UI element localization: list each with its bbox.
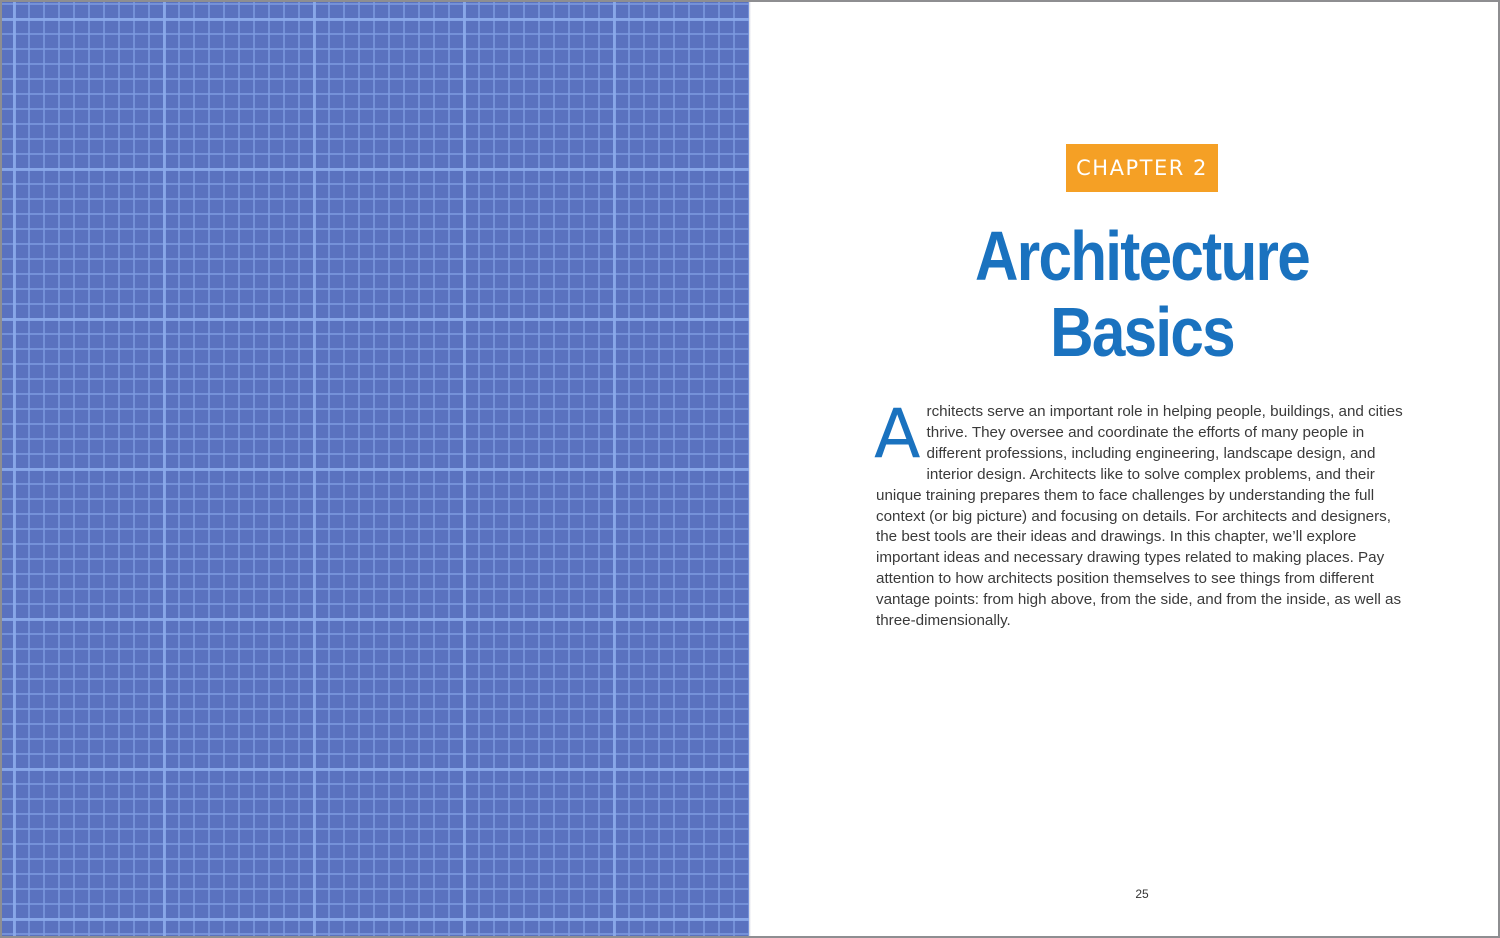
- right-page: [751, 2, 1498, 936]
- page-number: 25: [1135, 887, 1149, 901]
- drop-cap: A: [874, 395, 921, 474]
- intro-paragraph: [874, 395, 1412, 632]
- intro-paragraph-text: rchitects serve an important role in helping people, buildings, and cities thrive. They oversee and coordinate the efforts of many people in different professions, including engineering, landscape design, and interior design. Architects like to solve complex problems, and their unique training prepares them to face challenges by understanding the full context (or big picture) and focusing on details. For architects and designers, the best tools are their ideas and drawings. In this chapter, we’ll explore important ideas and necessary drawing types related to making places. Pay attention to how architects position themselves to see things from different vantage points: from high above, from the side, and from the inside, as well as three-dimensionally.: [876, 403, 1403, 630]
- chapter-badge: CHAPTER 2: [1066, 144, 1218, 192]
- chapter-title: [892, 218, 1393, 370]
- chapter-title-line-2: Basics: [1050, 293, 1234, 371]
- chapter-title-line-1: Architecture: [975, 217, 1309, 295]
- left-page-blueprint-grid: [2, 2, 749, 936]
